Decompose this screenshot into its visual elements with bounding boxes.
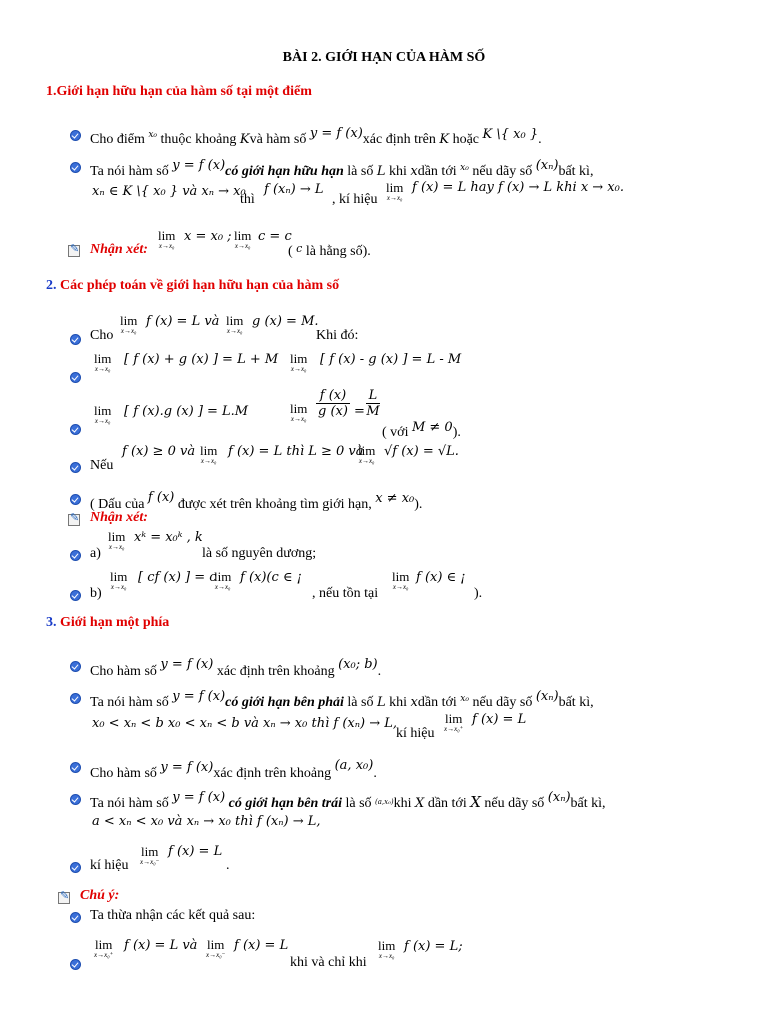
text: dần tới <box>427 796 467 811</box>
math: [ f (x) + g (x) ] = L + M <box>124 352 279 367</box>
text: Cho hàm số <box>90 766 157 781</box>
text: kí hiệu <box>90 858 129 873</box>
page-title: BÀI 2. GIỚI HẠN CỦA HÀM SỐ <box>282 50 486 65</box>
check-bullet-icon <box>70 494 81 505</box>
note-label: Nhận xét: <box>90 510 148 525</box>
lim-operator <box>110 570 127 591</box>
text: khi <box>389 695 408 710</box>
note-icon <box>68 514 80 526</box>
math: x <box>410 695 418 710</box>
note-icon <box>68 245 80 257</box>
section-number: 2. <box>46 278 57 293</box>
text: và hàm số <box>249 132 307 147</box>
text: khi <box>388 164 407 179</box>
check-bullet-icon <box>70 693 81 704</box>
denominator: g (x) <box>318 404 348 419</box>
math: (a,x₀) <box>375 798 394 806</box>
math-condition: x₀ < xₙ < b x₀ < xₙ < b và xₙ → x₀ thì f (xₙ) → L, <box>92 716 397 731</box>
text: lim <box>386 180 404 195</box>
text: lim <box>110 569 128 584</box>
text: ( Dấu của <box>90 497 145 512</box>
math: f (xₙ) → L <box>264 182 324 197</box>
math: x <box>410 164 418 179</box>
text: x→x₀ <box>226 327 243 335</box>
math: (x₀; b) <box>338 657 378 672</box>
text: lim <box>290 401 308 416</box>
text: lim <box>120 313 138 328</box>
note-icon <box>58 892 70 904</box>
text: . <box>226 858 230 873</box>
math: f (x) = L <box>168 844 223 859</box>
text: , nếu tồn tại <box>312 586 379 601</box>
text: bất kì, <box>570 796 606 811</box>
text: x→x₀ <box>378 952 395 960</box>
lim-operator <box>158 229 175 250</box>
check-bullet-icon <box>70 862 81 873</box>
math: M ≠ 0 <box>411 420 453 435</box>
text: x→x₀⁺ <box>94 951 114 959</box>
lim-operator <box>444 712 463 733</box>
math: f (x) = L và <box>146 314 220 329</box>
text: thì <box>240 192 255 207</box>
math: f (x) ∈ ¡ <box>416 570 466 585</box>
text: dần tới <box>417 695 457 710</box>
text: lim <box>141 844 159 859</box>
text: lim <box>94 351 112 366</box>
math: = <box>354 404 365 419</box>
text: lim <box>214 569 232 584</box>
math: x₀ <box>148 130 158 140</box>
lim-operator <box>108 530 125 551</box>
math: L <box>376 164 386 179</box>
text: a) <box>90 546 101 561</box>
text: x→x₀ <box>386 194 403 202</box>
text: Các phép toán về giới hạn hữu hạn của hàm số <box>60 278 340 293</box>
math: x₀ <box>460 694 469 704</box>
numerator: L <box>366 388 380 404</box>
text: bất kì, <box>558 164 594 179</box>
check-bullet-icon <box>70 334 81 345</box>
math: xᵏ = x₀ᵏ , k <box>134 530 203 545</box>
text: b) <box>90 586 102 601</box>
math: c = c <box>258 229 292 244</box>
section-1-heading: 1.Giới hạn hữu hạn của hàm số tại một điểm <box>46 84 312 99</box>
fraction <box>316 388 350 419</box>
check-bullet-icon <box>70 661 81 672</box>
text: x→x₀ <box>358 457 375 465</box>
check-bullet-icon <box>70 550 81 561</box>
text: . <box>377 664 382 679</box>
s1-bullet-1 <box>90 126 542 148</box>
math: (xₙ) <box>535 158 559 173</box>
text: thuộc khoảng <box>160 132 237 147</box>
text: x→x₀ <box>290 415 307 423</box>
lim-operator <box>140 845 159 866</box>
text: lim <box>108 529 126 544</box>
lim-operator <box>120 314 137 335</box>
math: X <box>470 793 481 811</box>
text: Ta nói hàm số <box>90 796 169 811</box>
math: (a, x₀) <box>334 758 374 773</box>
lim-operator <box>392 570 409 591</box>
math: f (x)(c ∈ ¡ <box>240 570 302 585</box>
text: hoặc <box>452 132 480 147</box>
check-bullet-icon <box>70 590 81 601</box>
math: y = f (x) <box>172 158 226 173</box>
math: f (x) ≥ 0 và <box>122 444 196 459</box>
text: nếu dãy số <box>472 695 533 710</box>
check-bullet-icon <box>70 762 81 773</box>
note-remark <box>288 242 371 260</box>
text: Giới hạn một phía <box>60 615 170 630</box>
lim-operator <box>214 570 231 591</box>
math-condition: xₙ ∈ K \{ x₀ } và xₙ → x₀ <box>92 184 246 199</box>
text: Nếu <box>90 458 114 473</box>
check-bullet-icon <box>70 959 81 970</box>
lim-operator <box>94 352 111 373</box>
text: ). <box>474 586 483 601</box>
math: y = f (x) <box>160 657 214 672</box>
text: khi <box>393 796 412 811</box>
text: bất kì, <box>558 695 594 710</box>
text: Ta nói hàm số <box>90 695 169 710</box>
text: , kí hiệu <box>332 192 378 207</box>
section-2-heading <box>46 278 339 294</box>
text: Khi đó: <box>316 328 359 343</box>
lim-operator <box>94 938 113 959</box>
text: lim <box>392 569 410 584</box>
text: là số <box>347 164 374 179</box>
text: x→x₀ <box>110 583 127 591</box>
lim-operator <box>206 938 225 959</box>
math-condition: a < xₙ < x₀ và xₙ → x₀ thì f (xₙ) → L, <box>92 814 321 829</box>
text: xác định trên khoảng <box>216 664 335 679</box>
math: f (x) = L <box>472 712 527 727</box>
check-bullet-icon <box>70 912 81 923</box>
text: Ta thừa nhận các kết quả sau: <box>90 908 256 923</box>
math: x = x₀ ; <box>184 229 232 244</box>
text: lim <box>226 313 244 328</box>
text: dần tới <box>417 164 457 179</box>
text: Ta nói hàm số <box>90 164 169 179</box>
lim-operator <box>358 444 375 465</box>
math: f (x) = L và <box>124 938 198 953</box>
math: [ f (x).g (x) ] = L.M <box>124 404 249 419</box>
text: được xét trên khoảng tìm giới hạn, <box>177 497 372 512</box>
text: là số nguyên dương; <box>202 546 317 561</box>
s3-bullet-4 <box>90 790 606 812</box>
text: x→x₀⁻ <box>140 858 160 866</box>
math: [ f (x) - g (x) ] = L - M <box>320 352 462 367</box>
math: y = f (x) <box>172 689 226 704</box>
math: √f (x) = √L. <box>384 444 459 459</box>
math: K \{ x₀ } <box>482 127 539 142</box>
lim-operator <box>234 229 251 250</box>
section-3-heading <box>46 615 169 631</box>
math: f (x) = L <box>234 938 289 953</box>
lim-operator <box>94 404 111 425</box>
text: . <box>373 766 377 781</box>
text: lim <box>290 351 308 366</box>
math: L <box>376 695 386 710</box>
text: ( với <box>382 425 409 440</box>
check-bullet-icon <box>70 162 81 173</box>
text: lim <box>95 937 113 952</box>
check-bullet-icon <box>70 794 81 805</box>
s1-bullet-2 <box>90 158 593 180</box>
text: lim <box>234 228 252 243</box>
text: là số <box>347 695 374 710</box>
s3-bullet-1 <box>90 657 381 680</box>
s3-bullet-2 <box>90 689 594 711</box>
note-label: Chú ý: <box>80 888 120 903</box>
text: x→x₀ <box>290 365 307 373</box>
numerator: f (x) <box>316 388 350 404</box>
text: x→x₀ <box>158 242 175 250</box>
lim-operator <box>290 352 307 373</box>
math: y = f (x) <box>309 126 363 141</box>
text: khi và chỉ khi <box>290 955 367 970</box>
math: f (x) <box>147 490 175 505</box>
math: f (x) = L hay f (x) → L khi x → x₀. <box>412 180 624 195</box>
lim-operator <box>378 939 395 960</box>
text: x→x₀ <box>392 583 409 591</box>
emphasis: có giới hạn hữu hạn <box>225 164 344 179</box>
math: (xₙ) <box>535 689 559 704</box>
text: là số <box>345 796 372 811</box>
lim-operator <box>290 402 307 423</box>
check-bullet-icon <box>70 424 81 435</box>
math: y = f (x) <box>172 790 226 805</box>
text: x→x₀ <box>200 457 217 465</box>
check-bullet-icon <box>70 372 81 383</box>
text: lim <box>207 937 225 952</box>
denominator: M <box>366 404 380 419</box>
text: x→x₀ <box>234 242 251 250</box>
check-bullet-icon <box>70 462 81 473</box>
math: f (x) = L; <box>404 939 463 954</box>
text: lim <box>200 443 218 458</box>
math: X <box>415 796 425 811</box>
math: c <box>296 242 303 255</box>
text: lim <box>358 443 376 458</box>
math: x₀ <box>460 163 469 173</box>
math: x ≠ x₀ <box>375 491 415 506</box>
text: xác định trên khoảng <box>213 766 332 781</box>
text: là hằng số). <box>305 244 371 259</box>
note-label: Nhận xét: <box>90 242 148 257</box>
text: xác định trên <box>362 132 436 147</box>
math: g (x) = M. <box>252 314 319 329</box>
emphasis: có giới hạn bên trái <box>228 796 342 811</box>
text: x→x₀ <box>94 417 111 425</box>
text: ). <box>414 497 423 512</box>
text: x→x₀ <box>94 365 111 373</box>
section-number: 3. <box>46 615 57 630</box>
math: y = f (x) <box>160 760 214 775</box>
text: x→x₀⁻ <box>206 951 226 959</box>
text: x→x₀ <box>214 583 231 591</box>
math: f (x) = L thì L ≥ 0 và <box>228 444 364 459</box>
text: x→x₀⁺ <box>444 725 464 733</box>
text: lim <box>94 403 112 418</box>
text: ). <box>452 425 461 440</box>
text: lim <box>445 711 463 726</box>
text: lim <box>378 938 396 953</box>
text: Cho hàm số <box>90 664 157 679</box>
text: x→x₀ <box>108 543 125 551</box>
text: . <box>538 132 542 147</box>
s3-bullet-3 <box>90 758 377 782</box>
fraction <box>366 388 380 419</box>
math: K <box>439 132 450 147</box>
math: (xₙ) <box>547 790 571 805</box>
text: nếu dãy số <box>472 164 533 179</box>
text: lim <box>158 228 176 243</box>
emphasis: có giới hạn bên phải <box>225 695 344 710</box>
lim-operator <box>226 314 243 335</box>
math: K <box>239 132 250 147</box>
text: x→x₀ <box>120 327 137 335</box>
text: kí hiệu <box>396 726 435 741</box>
math: [ cf (x) ] = c <box>138 570 217 585</box>
text: Cho điểm <box>90 132 145 147</box>
text: Cho <box>90 328 114 343</box>
text: nếu dãy số <box>484 796 545 811</box>
check-bullet-icon <box>70 130 81 141</box>
lim-operator <box>200 444 217 465</box>
condition <box>382 420 461 441</box>
text: ( <box>288 244 293 259</box>
lim-operator <box>386 181 403 202</box>
